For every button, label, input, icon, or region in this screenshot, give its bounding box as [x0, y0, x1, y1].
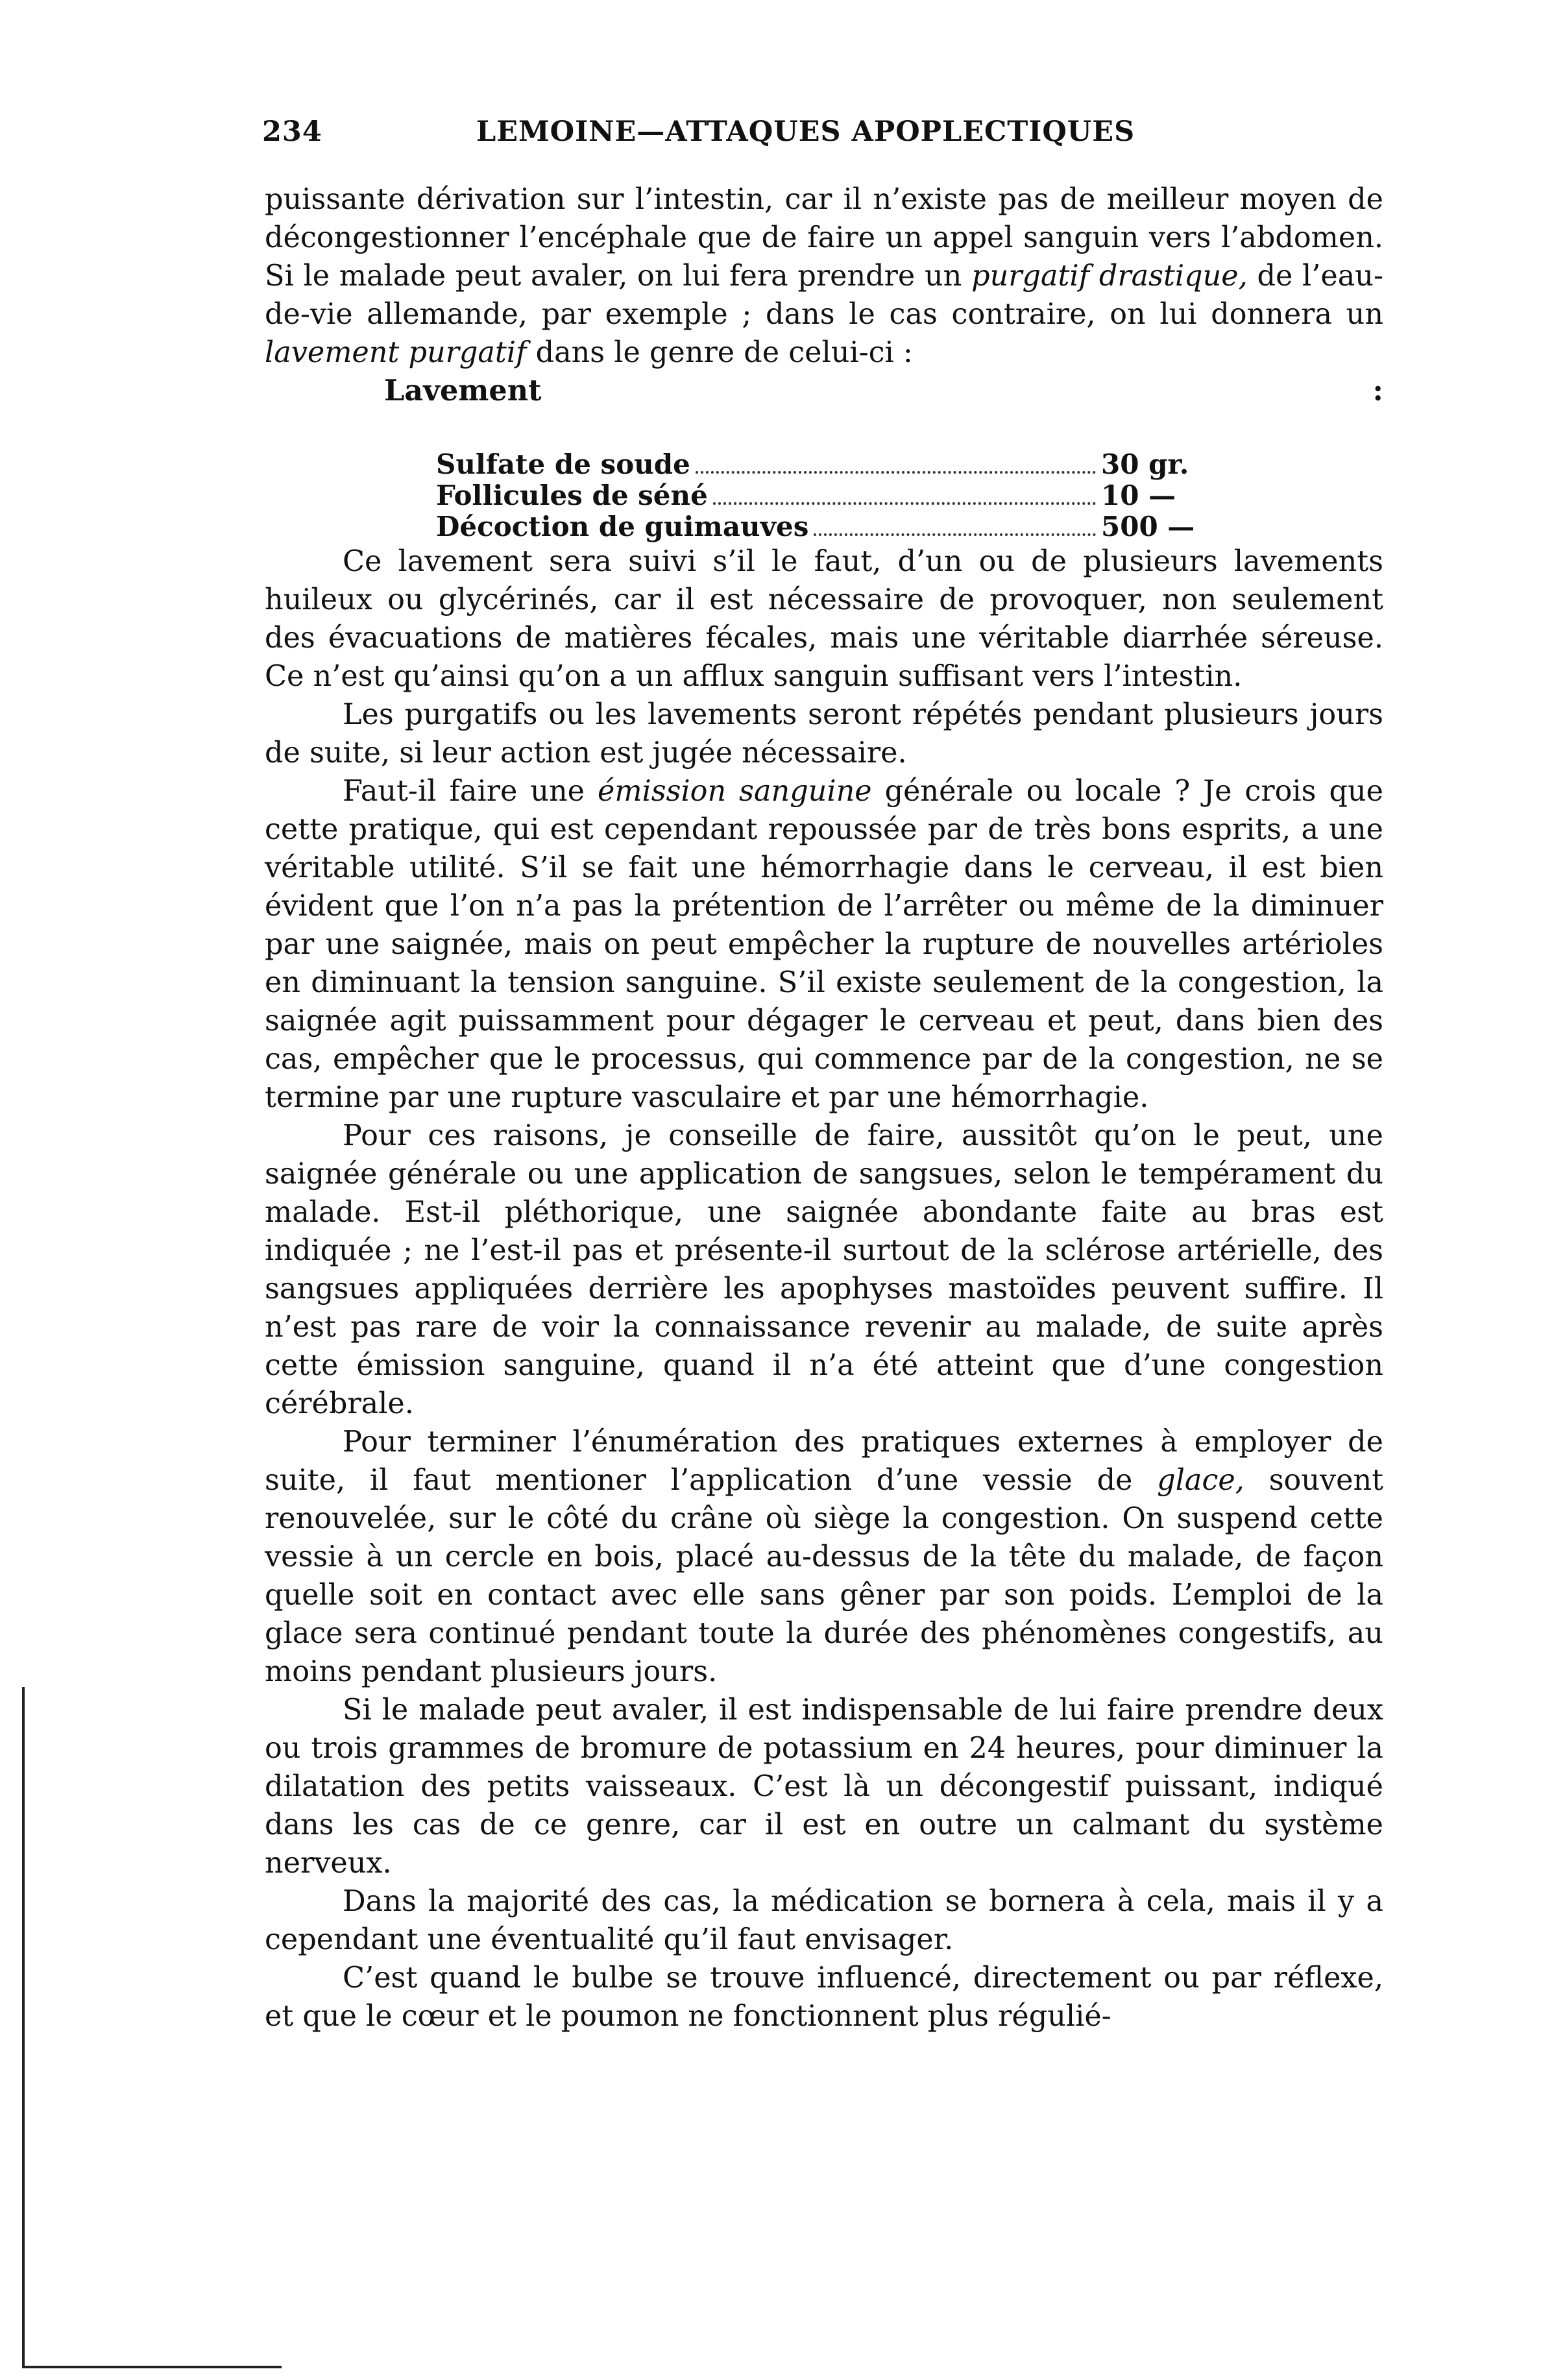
running-header: [262, 115, 1378, 154]
scan-margin-line: [22, 1687, 25, 2368]
paragraph-1: [265, 180, 1383, 372]
p1-text-a: puissante dérivation sur l’intestin, car il n’existe pas de meilleur moyen de décongestionner l’encéphale que de faire un appel sanguin vers l’abdomen. Si le malade peut avaler, on lui fera prendre un: [265, 183, 1383, 293]
paragraph-9: C’est quand le bulbe se trouve influencé, directement ou par réflexe, et que le cœur et le poumon ne fonctionnent plus régulié-: [265, 1961, 1383, 2033]
running-title: LEMOINE—ATTAQUES APOPLECTIQUES: [476, 115, 1135, 148]
paragraph-6: [265, 1423, 1383, 1691]
leader-dots: [713, 502, 1096, 505]
paragraph-4: [265, 772, 1383, 1117]
recipe-item-name: Follicules de séné: [436, 480, 708, 511]
page-number: 234: [262, 115, 322, 148]
p4-emphasis-emission: émission sanguine: [598, 775, 872, 808]
recipe-item: [436, 480, 1208, 511]
leader-dots: [696, 471, 1096, 474]
p1-text-e: dans le genre de celui-ci :: [526, 336, 913, 369]
paragraph-8: Dans la majorité des cas, la médication se bornera à cela, mais il y a cependant une éventualité qu’il faut envisager.: [265, 1885, 1383, 1956]
body-text: [265, 180, 1383, 2035]
p4-text-c: générale ou locale ? Je crois que cette pratique, qui est cependant repoussée par de très bons esprits, a une véritable utilité. S’il se fait une hémorrhagie dans le cerveau, il est bien évident que l’on n’a pas la prétention de l’arrêter ou même de la diminuer par une saignée, mais on peut empêcher la rupture de nouvelles artérioles en diminuant la tension sanguine. S’il existe seulement de la congestion, la saignée agit puissamment pour dégager le cerveau et peut, dans bien des cas, empêcher que le processus, qui commence par de la congestion, ne se termine par une rupture vasculaire et par une hémorrhagie.: [265, 775, 1383, 1114]
p1-emphasis-lavement: lavement purgatif: [265, 336, 527, 369]
recipe-list: [436, 449, 1208, 542]
recipe-item-qty: 500 —: [1101, 511, 1195, 542]
p4-text-a: Faut-il faire une: [343, 775, 598, 808]
recipe-title: Lavement :: [384, 374, 1383, 407]
recipe-item-name: Décoction de guimauves: [436, 511, 809, 542]
p6-emphasis-glace: glace,: [1157, 1464, 1244, 1497]
recipe-item-name: Sulfate de soude: [436, 448, 690, 480]
p1-emphasis-purgatif: purgatif drastique,: [971, 260, 1248, 293]
p1-text-c: de l’eau-de-vie allemande, par exemple ; dans le cas contraire, on lui donnera un: [265, 260, 1383, 331]
p6-text-a: Pour terminer l’énumération des pratiques externes à employer de suite, il faut mentioner l’application d’une vessie de: [265, 1426, 1383, 1497]
paragraph-5: Pour ces raisons, je conseille de faire, aussitôt qu’on le peut, une saignée générale ou une application de sangsues, selon le tempérament du malade. Est-il pléthorique, une saignée abondante faite au bras est indiquée ; ne l’est-il pas et présente-il surtout de la sclérose artérielle, des sangsues appliquées derrière les apophyses mastoïdes peuvent suffire. Il n’est pas rare de voir la connaissance revenir au malade, de suite après cette émission sanguine, quand il n’a été atteint que d’une congestion cérébrale.: [265, 1119, 1383, 1420]
p6-text-c: souvent renouvelée, sur le côté du crâne où siège la congestion. On suspend cette vessie à un cercle en bois, placé au-dessus de la tête du malade, de façon quelle soit en contact avec elle sans gêner par son poids. L’emploi de la glace sera continué pendant toute la durée des phénomènes congestifs, au moins pendant plusieurs jours.: [265, 1464, 1384, 1688]
leader-dots: [814, 533, 1096, 536]
recipe-item: [436, 449, 1208, 480]
paragraph-2: Ce lavement sera suivi s’il le faut, d’un ou de plusieurs lavements huileux ou glycérinés, car il est nécessaire de provoquer, non seulement des évacuations de matières fécales, mais une véritable diarrhée séreuse. Ce n’est qu’ainsi qu’on a un afflux sanguin suffisant vers l’intestin.: [265, 545, 1383, 693]
paragraph-3: Les purgatifs ou les lavements seront répétés pendant plusieurs jours de suite, si leur action est jugée nécessaire.: [265, 698, 1383, 770]
recipe-item: [436, 511, 1208, 542]
paragraph-7: Si le malade peut avaler, il est indispensable de lui faire prendre deux ou trois grammes de bromure de potassium en 24 heures, pour diminuer la dilatation des petits vaisseaux. C’est là un décongestif puissant, indiqué dans les cas de ce genre, car il est en outre un calmant du système nerveux.: [265, 1694, 1383, 1880]
scan-margin-foot: [22, 2366, 282, 2368]
recipe-item-qty: 30 gr.: [1101, 448, 1189, 480]
recipe-item-qty: 10 —: [1101, 480, 1176, 511]
